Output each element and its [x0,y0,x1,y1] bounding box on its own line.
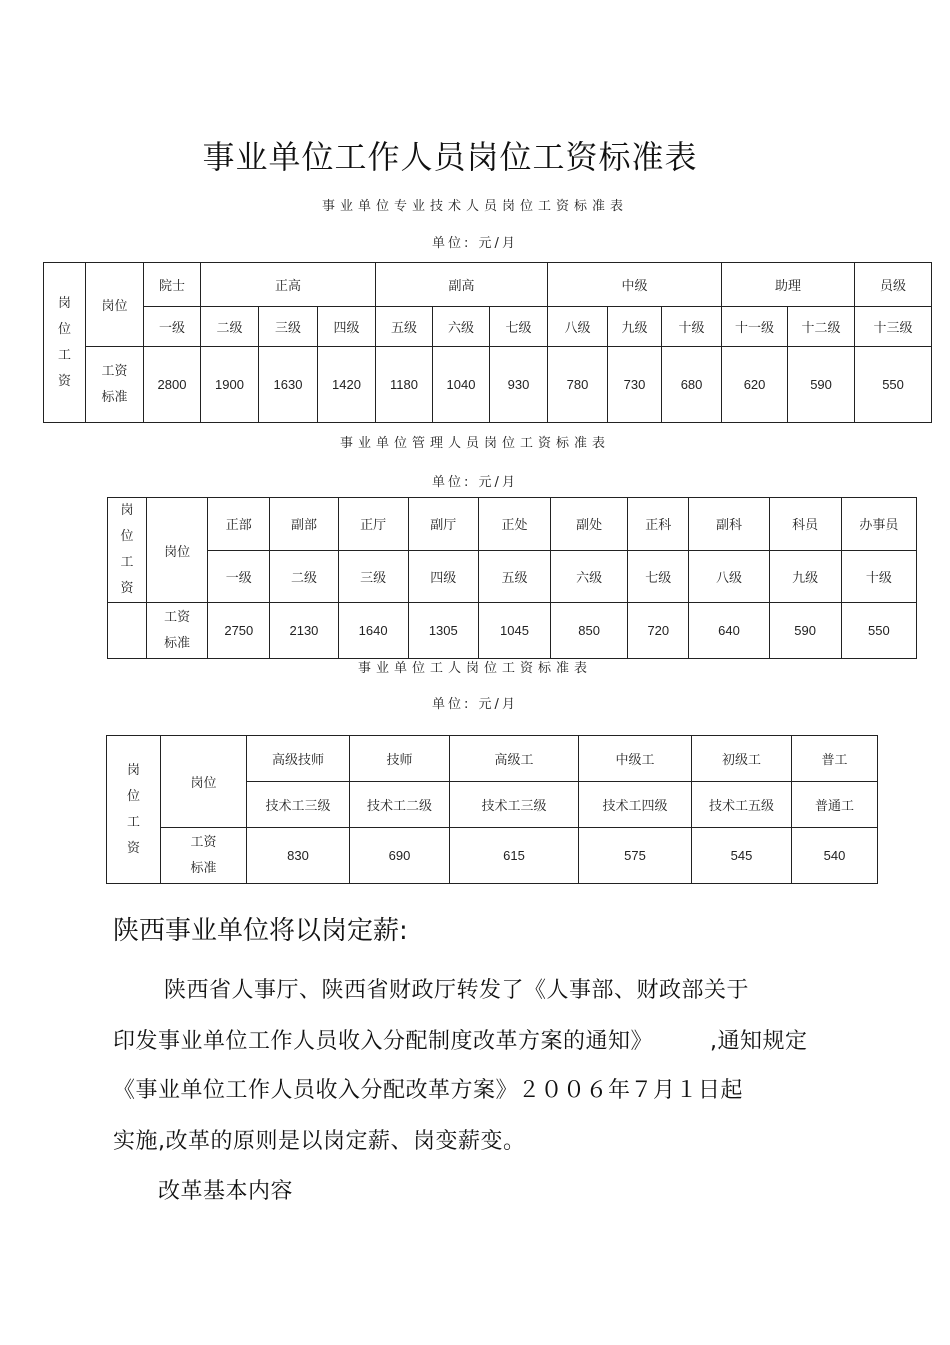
wage-cell: 850 [551,603,628,659]
label-char: 资 [126,840,140,856]
group-header: 助理 [722,263,855,307]
grade-cell: 六级 [433,307,490,347]
grade-cell: 技术工二级 [350,782,450,828]
post-header: 岗位 [147,498,208,603]
group-header: 正高 [201,263,376,307]
article-heading: 陕西事业单位将以岗定薪: [113,916,408,946]
wage-standard-header [161,828,247,884]
wage-cell: 2750 [208,603,270,659]
wage-standard-header [147,603,208,659]
wage-cell: 590 [769,603,841,659]
grade-cell: 一级 [144,307,201,347]
wage-cell: 730 [608,347,662,423]
wage-cell: 620 [722,347,788,423]
wage-cell: 640 [689,603,769,659]
group-header: 院士 [144,263,201,307]
post-header: 岗位 [86,263,144,347]
table3-subtitle: 事业单位工人岗位工资标准表 [357,661,592,676]
wage-cell: 930 [490,347,548,423]
row-label-post-wage [107,736,161,884]
grade-cell: 普通工 [792,782,878,828]
grade-cell: 三级 [259,307,318,347]
wage-cell: 1420 [318,347,376,423]
grade-cell: 十二级 [788,307,855,347]
article-line-2b: ,通知规定 [710,1029,808,1054]
wage-cell: 1040 [433,347,490,423]
row-label-post-wage [44,263,86,423]
article-line-5: 改革基本内容 [158,1179,294,1204]
wage-label-line: 工资 [190,834,217,850]
grade-cell: 九级 [608,307,662,347]
label-char: 位 [120,529,134,544]
grade-cell: 九级 [769,550,841,603]
label-char: 岗 [126,762,140,778]
article-line-3: 《事业单位工作人员收入分配改革方案》２００６年７月１日起 [113,1078,744,1103]
post-cell: 技师 [350,736,450,782]
label-char: 工 [57,347,71,363]
wage-cell: 590 [788,347,855,423]
wage-cell: 2800 [144,347,201,423]
wage-label-line: 工资 [164,609,191,625]
wage-cell: 780 [548,347,608,423]
grade-cell: 技术工五级 [692,782,792,828]
post-cell: 副厅 [408,498,478,551]
label-char: 岗 [120,503,134,518]
grade-cell: 七级 [490,307,548,347]
post-cell: 办事员 [841,498,916,551]
post-cell: 正处 [478,498,550,551]
grade-cell: 五级 [376,307,433,347]
grade-cell: 技术工四级 [579,782,692,828]
wage-cell: 540 [792,828,878,884]
grade-cell: 十三级 [855,307,932,347]
grade-cell: 一级 [208,550,270,603]
document-title: 事业单位工作人员岗位工资标准表 [202,138,698,176]
grade-cell: 八级 [689,550,769,603]
article-line-2a: 印发事业单位工作人员收入分配制度改革方案的通知》 [113,1029,654,1054]
wage-cell: 550 [841,603,916,659]
table1-unit: 单位: 元/月 [432,236,518,251]
label-char: 工 [126,814,140,830]
wage-cell: 720 [628,603,689,659]
table1-subtitle: 事业单位专业技术人员岗位工资标准表 [321,199,628,214]
label-char: 工 [120,555,134,570]
wage-label-line: 标准 [101,389,128,405]
post-cell: 副科 [689,498,769,551]
wage-cell: 1630 [259,347,318,423]
post-cell: 副处 [551,498,628,551]
row-label-continuation [108,603,147,659]
table2-unit: 单位: 元/月 [432,475,518,490]
wage-cell: 1305 [408,603,478,659]
grade-cell: 二级 [201,307,259,347]
wage-cell: 615 [450,828,579,884]
label-char: 位 [57,321,71,337]
table3-worker-wages [106,735,878,884]
wage-cell: 830 [247,828,350,884]
post-cell: 普工 [792,736,878,782]
post-cell: 高级工 [450,736,579,782]
article-line-4: 实施,改革的原则是以岗定薪、岗变薪变。 [113,1129,526,1154]
label-char: 资 [120,581,134,596]
wage-cell: 680 [662,347,722,423]
grade-cell: 四级 [318,307,376,347]
post-header: 岗位 [161,736,247,828]
wage-standard-header [86,347,144,423]
grade-cell: 十级 [662,307,722,347]
grade-cell: 技术工三级 [450,782,579,828]
table2-management-wages [107,497,917,659]
wage-cell: 1180 [376,347,433,423]
wage-cell: 1900 [201,347,259,423]
post-cell: 中级工 [579,736,692,782]
post-cell: 科员 [769,498,841,551]
grade-cell: 十级 [841,550,916,603]
wage-cell: 690 [350,828,450,884]
wage-cell: 575 [579,828,692,884]
wage-cell: 1640 [338,603,408,659]
table3-unit: 单位: 元/月 [432,697,518,712]
grade-cell: 三级 [338,550,408,603]
label-char: 岗 [57,295,71,311]
grade-cell: 五级 [478,550,550,603]
wage-label-line: 工资 [101,363,128,379]
grade-cell: 四级 [408,550,478,603]
wage-cell: 545 [692,828,792,884]
wage-label-line: 标准 [164,635,191,651]
grade-cell: 七级 [628,550,689,603]
group-header: 员级 [855,263,932,307]
row-label-post-wage [108,498,147,603]
post-cell: 正厅 [338,498,408,551]
label-char: 位 [126,788,140,804]
post-cell: 副部 [270,498,338,551]
group-header: 副高 [376,263,548,307]
group-header: 中级 [548,263,722,307]
wage-label-line: 标准 [190,860,217,876]
article-line-1: 陕西省人事厅、陕西省财政厅转发了《人事部、财政部关于 [164,978,750,1003]
label-char: 资 [57,373,71,389]
grade-cell: 二级 [270,550,338,603]
grade-cell: 技术工三级 [247,782,350,828]
wage-cell: 550 [855,347,932,423]
post-cell: 初级工 [692,736,792,782]
wage-cell: 1045 [478,603,550,659]
grade-cell: 六级 [551,550,628,603]
post-cell: 正部 [208,498,270,551]
wage-cell: 2130 [270,603,338,659]
grade-cell: 十一级 [722,307,788,347]
grade-cell: 八级 [548,307,608,347]
table1-professional-wages [43,262,932,423]
post-cell: 高级技师 [247,736,350,782]
post-cell: 正科 [628,498,689,551]
table2-subtitle: 事业单位管理人员岗位工资标准表 [339,436,610,451]
